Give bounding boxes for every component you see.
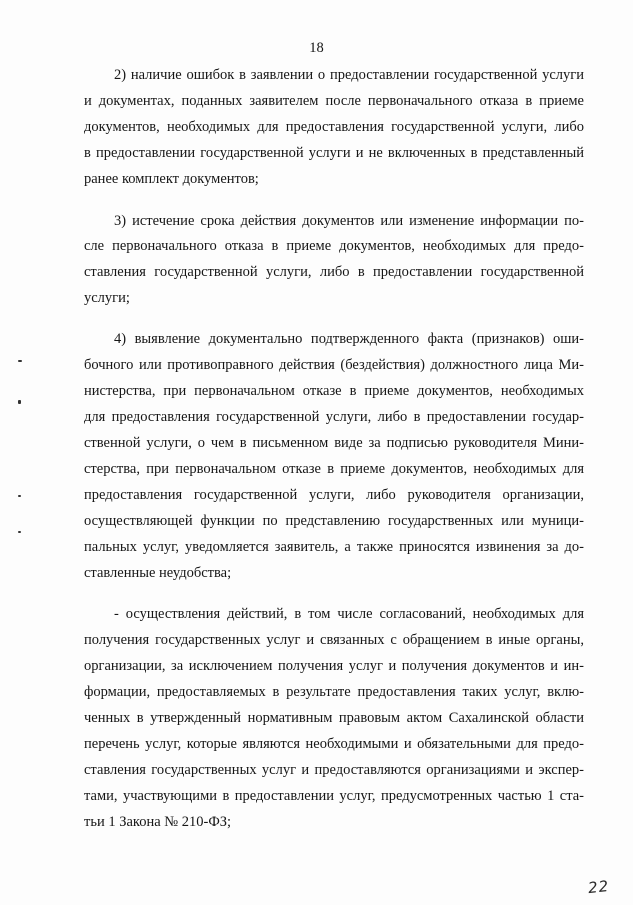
paragraph-1-line-5: ранее комплект документов; bbox=[84, 171, 259, 187]
paragraph-3-line-1: 4) выявление документально подтвержденного факта (признаков) оши- bbox=[114, 331, 584, 347]
paragraph-4-line-1: - осуществления действий, в том числе согласований, необходимых для bbox=[114, 606, 584, 622]
paragraph-4-line-4: формации, предоставляемых в результате предоставления таких услуг, вклю- bbox=[84, 684, 584, 700]
paragraph-4-line-5: ченных в утвержденный нормативным правовым актом Сахалинской области bbox=[84, 710, 584, 726]
paragraph-3-line-7: предоставления государственной услуги, либо руководителя организации, bbox=[84, 487, 584, 503]
paragraph-4-line-2: получения государственных услуг и связанных с обращением в иные органы, bbox=[84, 632, 584, 648]
paragraph-3-line-4: для предоставления государственной услуги, либо в предоставлении государ- bbox=[84, 409, 584, 425]
paragraph-3-line-9: пальных услуг, уведомляется заявитель, а также приносятся извинения за до- bbox=[84, 539, 584, 555]
paragraph-4-line-7: ставления государственных услуг и предоставляются организациями и экспер- bbox=[84, 762, 584, 778]
paragraph-1-line-4: в предоставлении государственной услуги и не включенных в представленный bbox=[84, 145, 584, 161]
paragraph-4-line-3: организации, за исключением получения услуг и получения документов и ин- bbox=[84, 658, 584, 674]
scan-speck bbox=[18, 360, 22, 362]
paragraph-4-line-8: тами, участвующими в предоставлении услуг, предусмотренных частью 1 ста- bbox=[84, 788, 584, 804]
paragraph-4-line-9: тьи 1 Закона № 210-ФЗ; bbox=[84, 814, 232, 830]
paragraph-2-line-4: услуги; bbox=[84, 290, 130, 306]
paragraph-2-line-1: 3) истечение срока действия документов или изменение информации по- bbox=[114, 213, 584, 229]
paragraph-2-line-3: ставления государственной услуги, либо в предоставлении государственной bbox=[84, 264, 584, 280]
paragraph-3-line-6: стерства, при первоначальном отказе в приеме документов, необходимых для bbox=[84, 461, 584, 477]
scan-speck bbox=[18, 495, 21, 497]
handwritten-page-number: 22 bbox=[587, 876, 610, 898]
scan-speck bbox=[18, 531, 21, 533]
paragraph-3-line-8: осуществляющей функции по представлению государственных или муници- bbox=[84, 513, 584, 529]
page-number: 18 bbox=[309, 40, 324, 56]
paragraph-3-line-3: нистерства, при первоначальном отказе в приеме документов, необходимых bbox=[84, 383, 584, 399]
scan-speck bbox=[18, 400, 21, 404]
paragraph-1-line-3: документов, необходимых для предоставления государственной услуги, либо bbox=[84, 119, 584, 135]
paragraph-1-line-2: и документах, поданных заявителем после первоначального отказа в приеме bbox=[84, 93, 584, 109]
paragraph-4-line-6: перечень услуг, которые являются необходимыми и обязательными для предо- bbox=[84, 736, 584, 752]
paragraph-2-line-2: сле первоначального отказа в приеме документов, необходимых для предо- bbox=[84, 238, 584, 254]
paragraph-1-line-1: 2) наличие ошибок в заявлении о предоставлении государственной услуги bbox=[114, 67, 584, 83]
paragraph-3-line-10: ставленные неудобства; bbox=[84, 565, 232, 581]
paragraph-3-line-5: ственной услуги, о чем в письменном виде за подписью руководителя Мини- bbox=[84, 435, 584, 451]
paragraph-3-line-2: бочного или противоправного действия (бездействия) должностного лица Ми- bbox=[84, 357, 584, 373]
